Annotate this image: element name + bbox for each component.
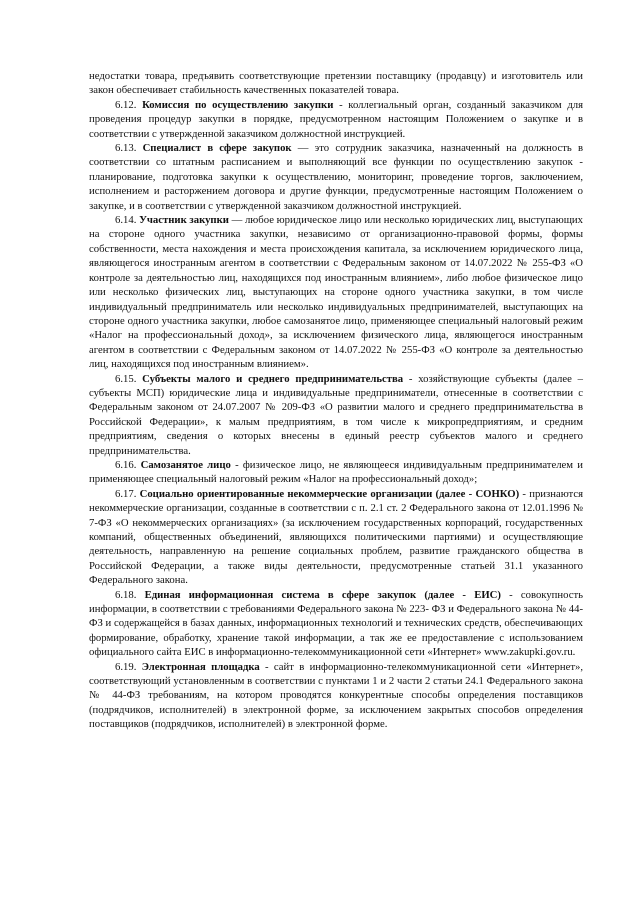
item-text: — любое юридическое лицо или несколько юридических лиц, выступающих на стороне одного участника закупки, независимо от организационно-правовой формы, формы собственности, места нахождения и места происхождения капитала, за исключением юридического лица, являющегося иностранным агентом в соответствии с Федеральным законом от 14.07.2022 № 255-ФЗ «О контроле за деятельностью лиц, находящихся под иностранным влиянием», либо любое физическое лицо или несколько физических лиц, выступающих на стороне одного участника закупки, в том числе индивидуальный предприниматель или несколько индивидуальных предпринимателей, выступающих на стороне одного участника закупки, любое самозанятое лицо, применяющее специальный налоговый режим «Налог на профессиональный доход», за исключением физического лица, являющегося иностранным агентом в соответствии с Федеральным законом от 14.07.2022 № 255-ФЗ «О контроле за деятельностью лиц, находящихся под иностранным влиянием».	[89, 214, 583, 371]
item-term: Участник закупки	[139, 214, 229, 227]
definition-6-15	[89, 372, 583, 458]
item-number: 6.18.	[115, 588, 137, 601]
item-term: Самозанятое лицо	[140, 458, 231, 471]
item-number: 6.14.	[115, 214, 137, 227]
item-term: Специалист в сфере закупок	[142, 142, 292, 155]
item-text: - признаются некоммерческие организации, созданные в соответствии с п. 2.1 ст. 2 Федерального закона от 12.01.1996 № 7-ФЗ «О некоммерческих организациях» (за исключением государственных корпораций, государственных компаний, общественных объединений, являющихся политическими партиями) и осуществляющие деятельность, направленную на решение социальных проблем, развитие гражданского общества в Российской Федерации, а также виды деятельности, предусмотренные статьей 31.1 указанного Федерального закона.	[89, 487, 583, 587]
definition-6-13	[89, 141, 583, 213]
item-number: 6.13.	[115, 142, 137, 155]
item-number: 6.12.	[115, 98, 137, 111]
item-text: — это сотрудник заказчика, назначенный на должность в соответствии со штатным расписанием и выполняющий все функции по осуществлению закупок - планирование, подготовка закупки к осуществлению, мониторинг, проведение торгов, заключением, исполнением и расторжением договора и другие функции, предусмотренные настоящим Положением о закупке, и в соответствии с утвержденной заказчиком должностной инструкцией.	[89, 142, 584, 212]
item-term: Электронная площадка	[141, 660, 260, 673]
item-term: Единая информационная система в сфере закупок (далее - ЕИС)	[144, 588, 501, 601]
item-text: - совокупность информации, в соответствии с требованиями Федерального закона № 223- ФЗ и Федерального закона № 44-ФЗ и содержащейся в базах данных, информационных технологий и технических средств, обеспечивающих формирование, обработку, хранение такой информации, а так же ее предоставление с использованием официального сайта ЕИС в информационно-телекоммуникационной сети «Интернет» www.zakupki.gov.ru.	[89, 588, 584, 659]
intro-paragraph: недостатки товара, предъявить соответствующие претензии поставщику (продавцу) и изготовитель или закон обеспечивает стабильность качественных показателей товара.	[89, 70, 583, 97]
item-term: Субъекты малого и среднего предпринимательства	[142, 372, 404, 385]
definition-6-19	[89, 660, 583, 732]
item-number: 6.17.	[115, 487, 137, 500]
definition-6-18	[89, 588, 583, 660]
item-text: - физическое лицо, не являющееся индивидуальным предпринимателем и применяющее специальный налоговый режим «Налог на профессиональный доход»;	[89, 458, 583, 486]
item-term: Комиссия по осуществлению закупки	[142, 98, 334, 111]
definition-6-12	[89, 98, 583, 141]
item-text: - коллегиальный орган, созданный заказчиком для проведения процедур закупки в порядке, предусмотренном настоящим Положением о закупке и в соответствии с утвержденной заказчиком должностной инструкцией.	[89, 98, 584, 140]
definition-6-16	[89, 458, 583, 487]
definition-6-14	[89, 213, 583, 371]
item-number: 6.19.	[115, 660, 137, 673]
definition-6-17	[89, 487, 583, 588]
item-number: 6.16.	[115, 458, 137, 471]
item-text: - сайт в информационно-телекоммуникационной сети «Интернет», соответствующий установленным в соответствии с пунктами 1 и 2 части 2 статьи 24.1 Федерального закона № 44-ФЗ требованиям, на котором проводятся конкурентные способы определения поставщиков (подрядчиков, исполнителей) в электронной форме, за исключением закрытых способов определения поставщиков (подрядчиков, исполнителей) в электронной форме.	[89, 660, 584, 731]
item-text: - хозяйствующие субъекты (далее – субъекты МСП) юридические лица и индивидуальные предприниматели, отнесенные в соответствии с Федеральным законом от 24.07.2007 № 209-ФЗ «О развитии малого и среднего предпринимательства в Российской Федерации», к малым предприятиям, в том числе к микропредприятиям, и средним предприятиям, сведения о которых внесены в единый реестр субъектов малого и среднего предпринимательства.	[89, 372, 583, 457]
item-term: Социально ориентированные некоммерческие организации (далее - СОНКО)	[139, 487, 520, 500]
item-number: 6.15.	[115, 372, 137, 385]
